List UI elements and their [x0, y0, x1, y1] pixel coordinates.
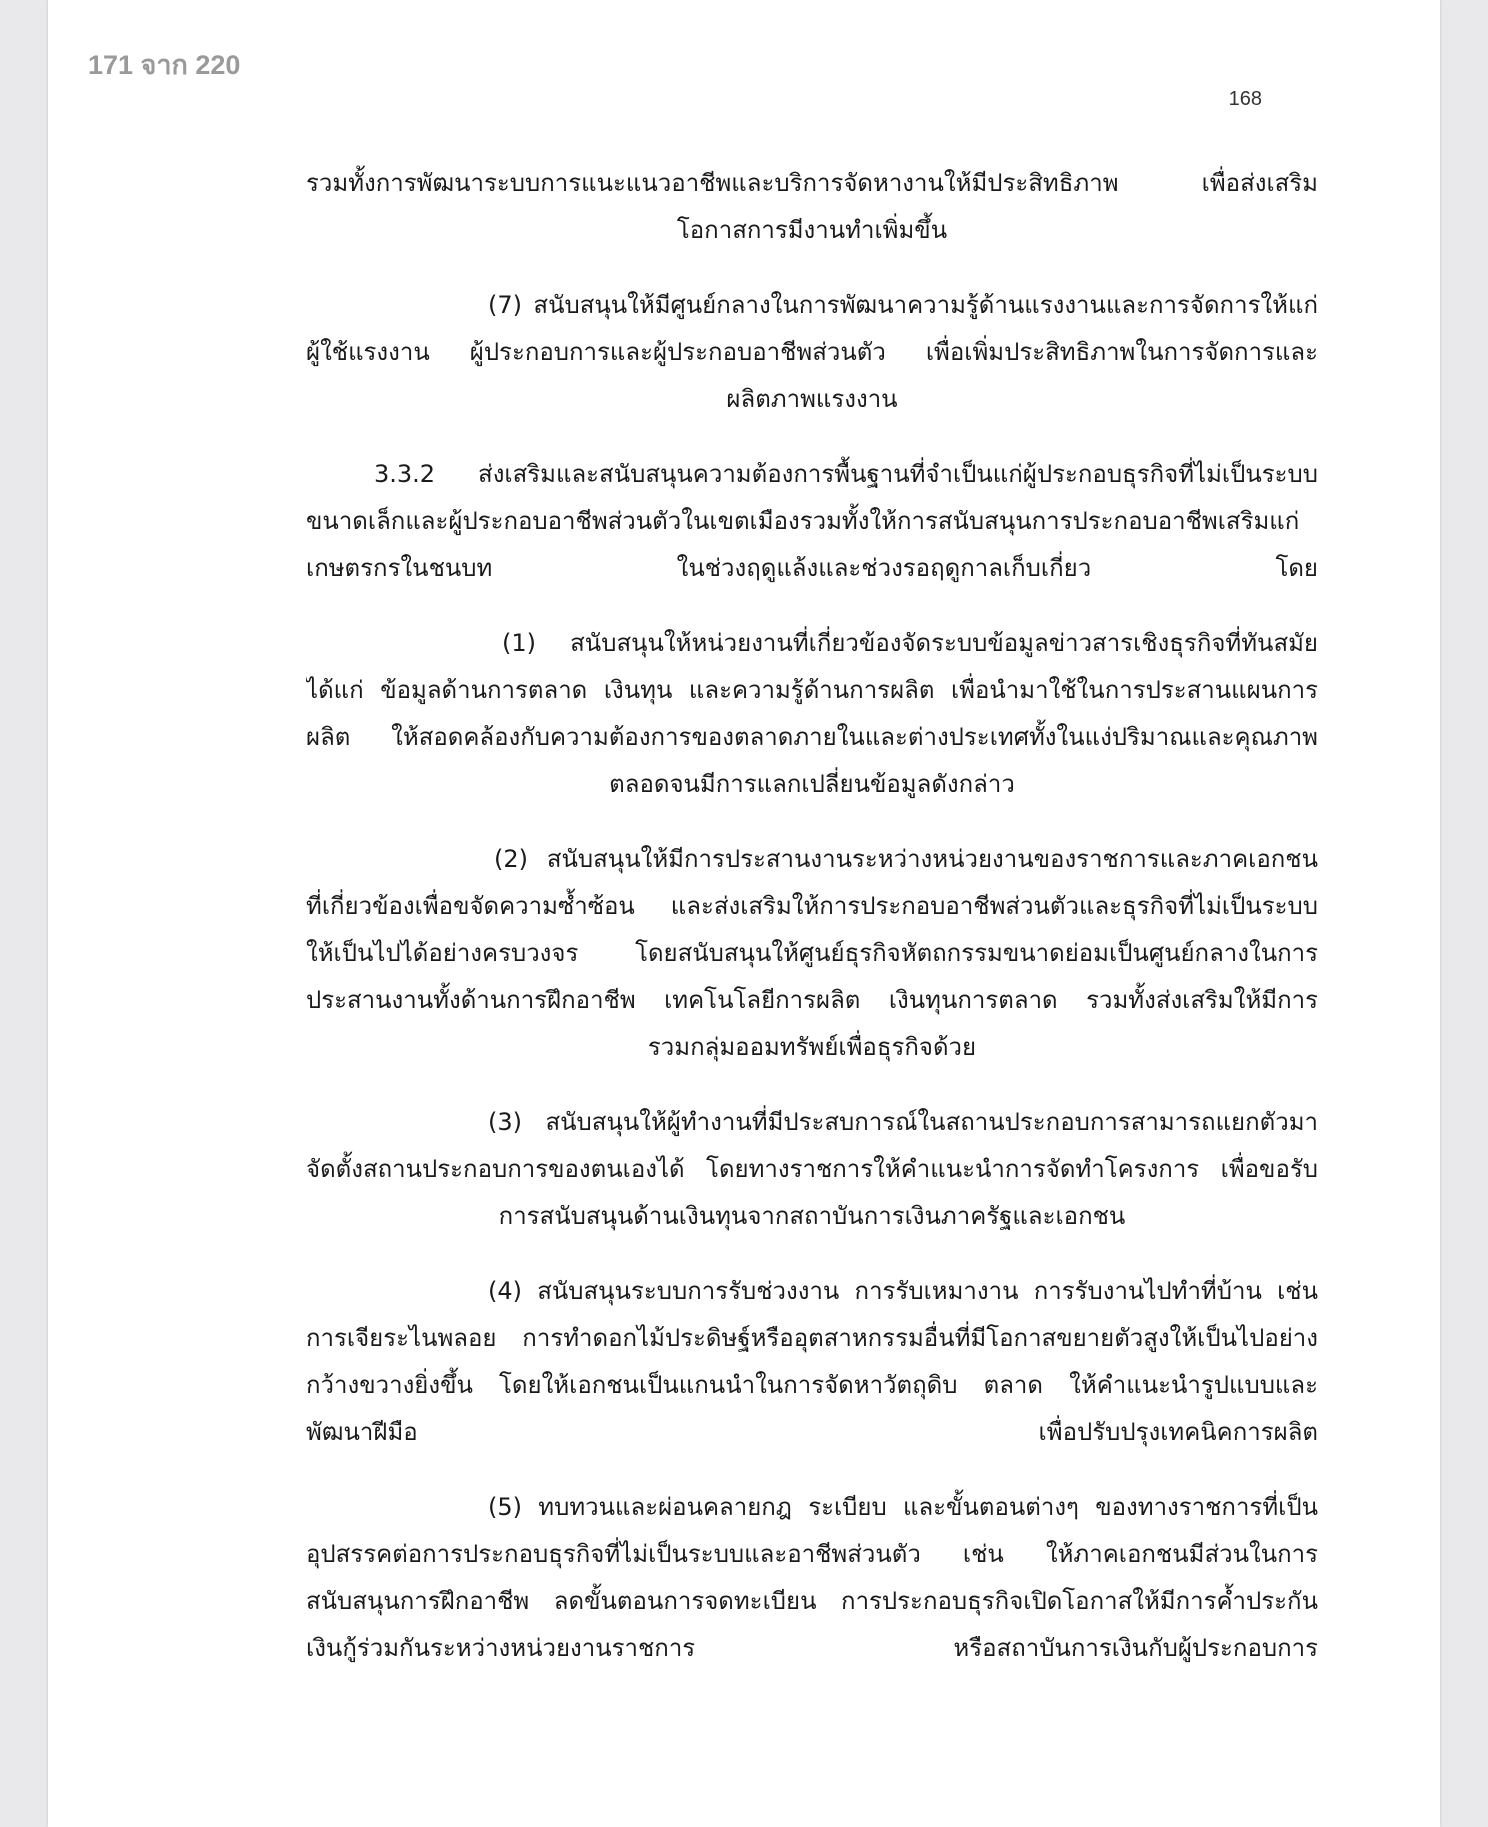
text-line: (7) สนับสนุนให้มีศูนย์กลางในการพัฒนาความรู้ด้านแรงงานและการจัดการให้แก่ [488, 291, 1318, 319]
text-line: (2) สนับสนุนให้มีการประสานงานระหว่างหน่วยงานของราชการและภาคเอกชน [494, 845, 1318, 873]
text-line: ได้แก่ ข้อมูลด้านการตลาด เงินทุน และความรู้ด้านการผลิต เพื่อนำมาใช้ในการประสานแผนการ [306, 676, 1318, 704]
text-line: รวมกลุ่มออมทรัพย์เพื่อธุรกิจด้วย [647, 1033, 977, 1061]
text-line: รวมทั้งการพัฒนาระบบการแนะแนวอาชีพและบริการจัดหางานให้มีประสิทธิภาพ เพื่อส่งเสริม [306, 169, 1318, 197]
paragraph [306, 1484, 1318, 1672]
paragraph [306, 451, 1318, 592]
page-indicator [88, 42, 252, 86]
document-body [306, 160, 1318, 1700]
text-line: เงินกู้ร่วมกันระหว่างหน่วยงานราชการ หรือสถาบันการเงินกับผู้ประกอบการ [306, 1634, 1318, 1662]
paragraph [306, 1268, 1318, 1456]
page-number: 168 [1228, 88, 1262, 110]
text-line: (4) สนับสนุนระบบการรับช่วงงาน การรับเหมางาน การรับงานไปทำที่บ้าน เช่น [488, 1277, 1318, 1305]
text-line: (3) สนับสนุนให้ผู้ทำงานที่มีประสบการณ์ในสถานประกอบการสามารถแยกตัวมา [488, 1108, 1318, 1136]
text-line: ผู้ใช้แรงงาน ผู้ประกอบการและผู้ประกอบอาชีพส่วนตัว เพื่อเพิ่มประสิทธิภาพในการจัดการและ [306, 338, 1318, 366]
text-line: ขนาดเล็กและผู้ประกอบอาชีพส่วนตัวในเขตเมืองรวมทั้งให้การสนับสนุนการประกอบอาชีพเสริมแก่ [306, 507, 1300, 535]
text-line: 3.3.2 ส่งเสริมและสนับสนุนความต้องการพื้นฐานที่จำเป็นแก่ผู้ประกอบธุรกิจที่ไม่เป็นระบบ [374, 460, 1318, 488]
text-line: กว้างขวางยิ่งขึ้น โดยให้เอกชนเป็นแกนนำในการจัดหาวัตถุดิบ ตลาด ให้คำแนะนำรูปแบบและ [306, 1371, 1318, 1399]
text-line: ให้เป็นไปได้อย่างครบวงจร โดยสนับสนุนให้ศูนย์ธุรกิจหัตถกรรมขนาดย่อมเป็นศูนย์กลางในการ [306, 939, 1318, 967]
text-line: ผลิต ให้สอดคล้องกับความต้องการของตลาดภายในและต่างประเทศทั้งในแง่ปริมาณและคุณภาพ [306, 723, 1318, 751]
text-line: ที่เกี่ยวข้องเพื่อขจัดความซ้ำซ้อน และส่งเสริมให้การประกอบอาชีพส่วนตัวและธุรกิจที่ไม่เป็นระบบ [306, 892, 1318, 920]
text-line: ผลิตภาพแรงงาน [726, 385, 898, 413]
text-line: การเจียระไนพลอย การทำดอกไม้ประดิษฐ์หรืออุตสาหกรรมอื่นที่มีโอกาสขยายตัวสูงให้เป็นไปอย่าง [306, 1324, 1318, 1352]
text-line: ตลอดจนมีการแลกเปลี่ยนข้อมูลดังกล่าว [609, 770, 1015, 798]
text-line: จัดตั้งสถานประกอบการของตนเองได้ โดยทางราชการให้คำแนะนำการจัดทำโครงการ เพื่อขอรับ [306, 1155, 1318, 1183]
document-page [48, 0, 1440, 1827]
text-line: (5) ทบทวนและผ่อนคลายกฎ ระเบียบ และขั้นตอนต่างๆ ของทางราชการที่เป็น [488, 1493, 1318, 1521]
text-line: ประสานงานทั้งด้านการฝึกอาชีพ เทคโนโลยีการผลิต เงินทุนการตลาด รวมทั้งส่งเสริมให้มีการ [306, 986, 1318, 1014]
text-line: เกษตรกรในชนบท ในช่วงฤดูแล้งและช่วงรอฤดูกาลเก็บเกี่ยว โดย [306, 554, 1318, 582]
page-indicator-label: 171 จาก 220 [88, 49, 241, 80]
paragraph [306, 160, 1318, 254]
paragraph [306, 1099, 1318, 1240]
text-line: สนับสนุนการฝึกอาชีพ ลดขั้นตอนการจดทะเบียน การประกอบธุรกิจเปิดโอกาสให้มีการค้ำประกัน [306, 1587, 1318, 1615]
paragraph [306, 620, 1318, 808]
paragraph [306, 836, 1318, 1071]
text-line: อุปสรรคต่อการประกอบธุรกิจที่ไม่เป็นระบบและอาชีพส่วนตัว เช่น ให้ภาคเอกชนมีส่วนในการ [306, 1540, 1318, 1568]
text-line: (1) สนับสนุนให้หน่วยงานที่เกี่ยวข้องจัดระบบข้อมูลข่าวสารเชิงธุรกิจที่ทันสมัย [502, 629, 1318, 657]
text-line: โอกาสการมีงานทำเพิ่มขึ้น [676, 216, 948, 244]
text-line: การสนับสนุนด้านเงินทุนจากสถาบันการเงินภาครัฐและเอกชน [498, 1202, 1126, 1230]
text-line: พัฒนาฝีมือ เพื่อปรับปรุงเทคนิคการผลิต [306, 1418, 1318, 1446]
paragraph [306, 282, 1318, 423]
